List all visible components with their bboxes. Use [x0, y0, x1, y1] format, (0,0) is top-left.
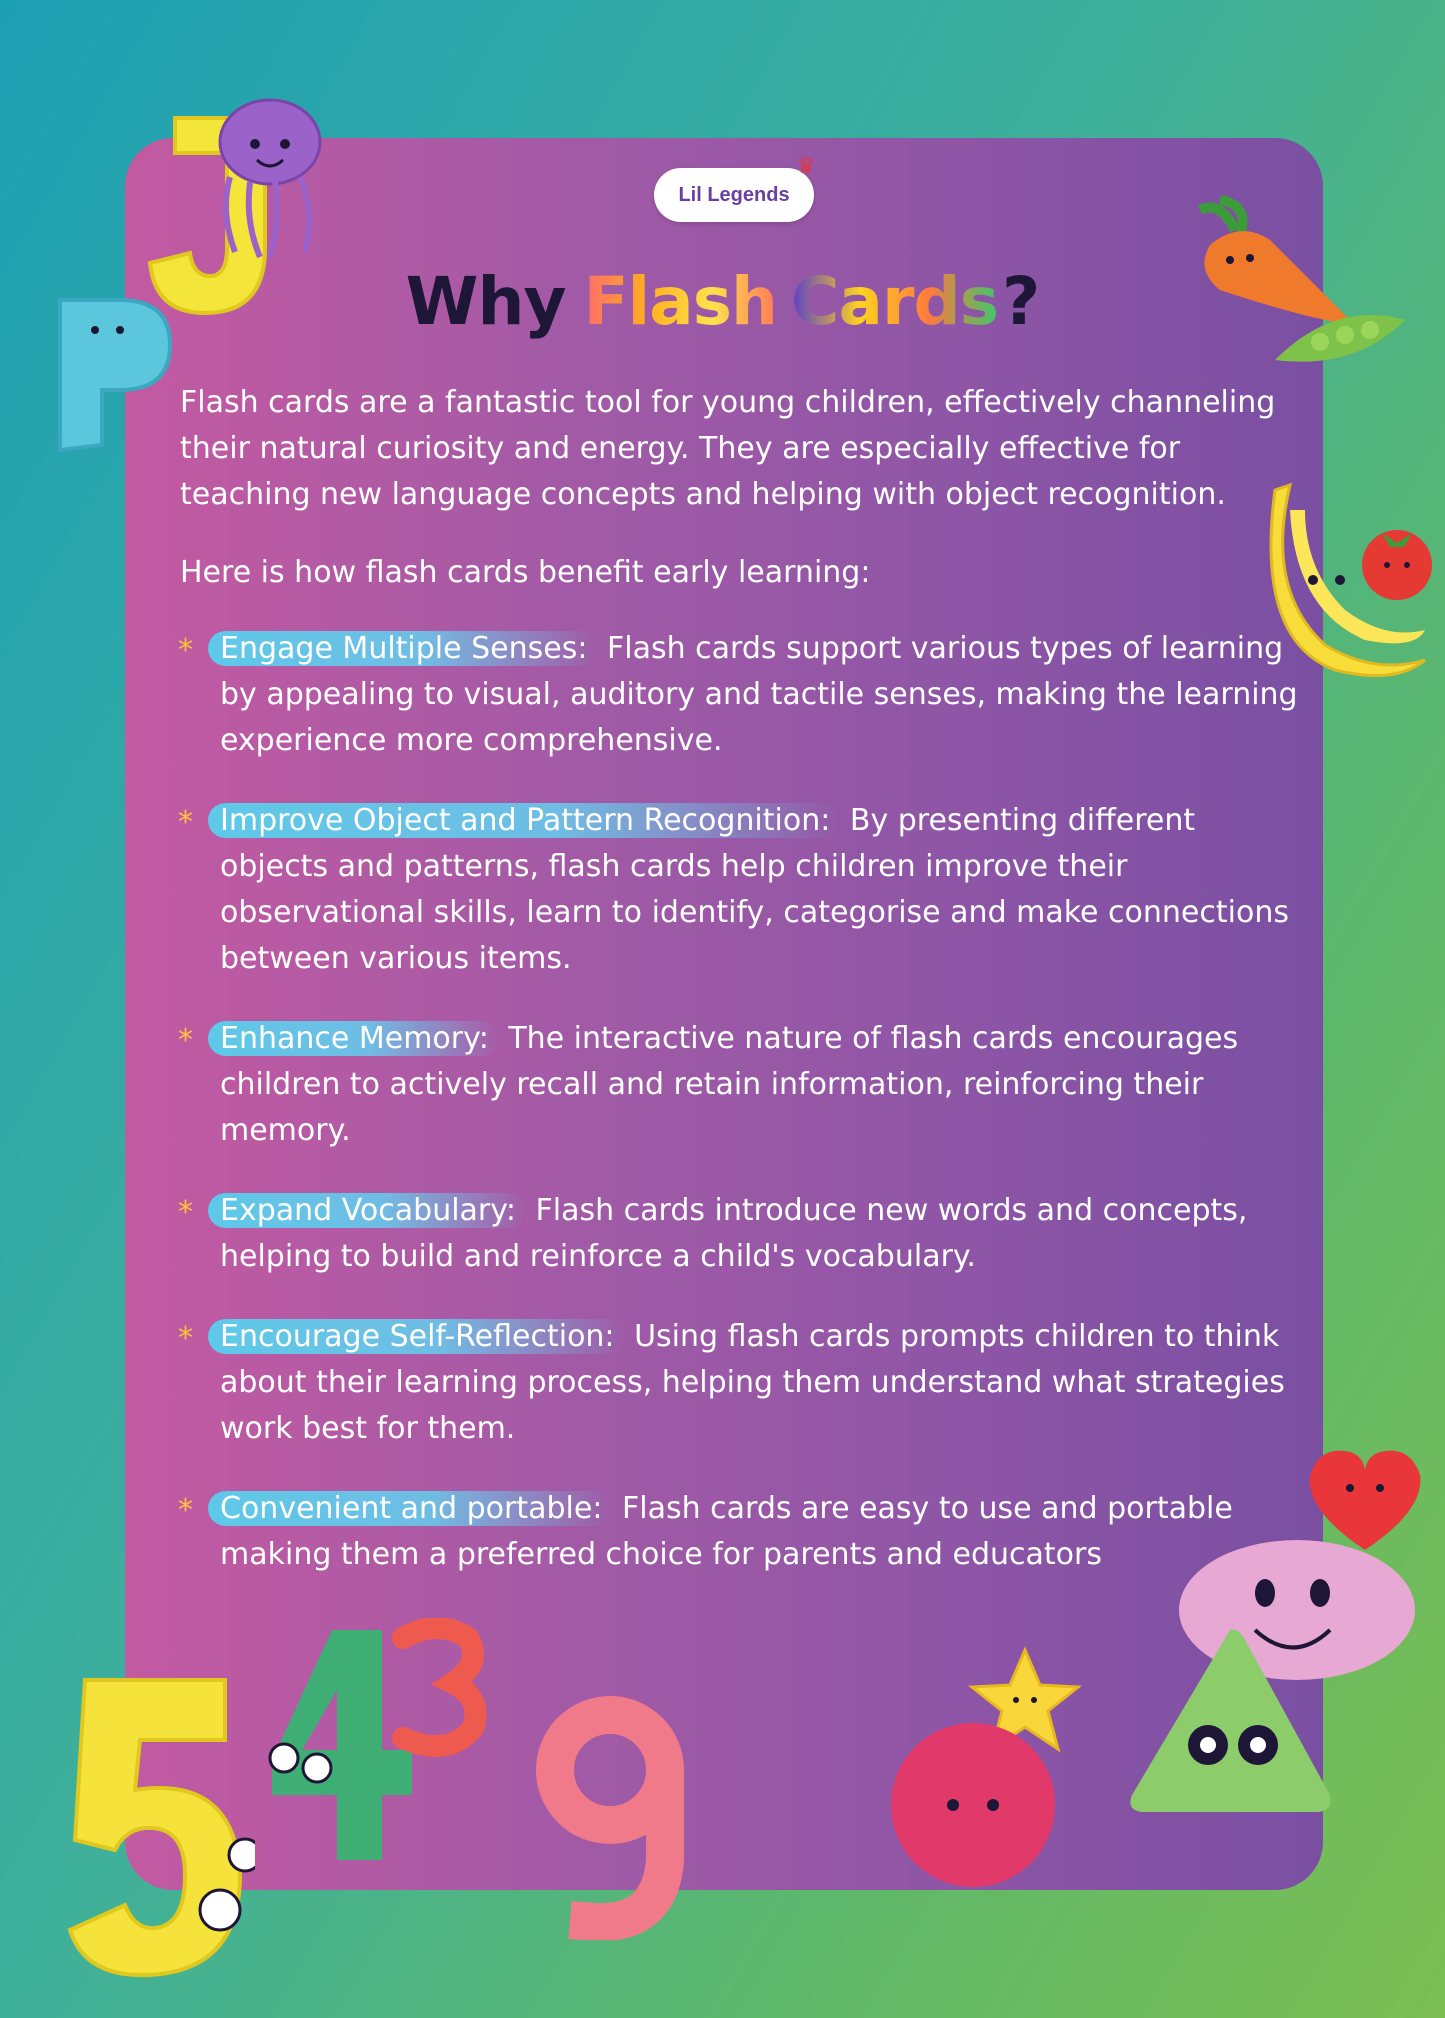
list-item [178, 1486, 1298, 1578]
bullet-text: Flash cards support various types of learning by appealing to visual, auditory and tactile senses, making the learning experience more comprehensive. [220, 631, 1298, 758]
bullet-text: Flash cards introduce new words and concepts, helping to build and reinforce a child's vocabulary. [220, 1193, 1248, 1274]
title-cards: Cards [790, 263, 999, 340]
bullet-text: Using flash cards prompts children to think about their learning process, helping them understand what strategies work best for them. [220, 1319, 1285, 1446]
asterisk-icon: * [178, 1195, 193, 1230]
benefits-list [178, 626, 1298, 1578]
bullet-heading: Improve Object and Pattern Recognition: [208, 803, 840, 838]
bullet-text: The interactive nature of flash cards encourages children to actively recall and retain information, reinforcing their memory. [220, 1021, 1239, 1148]
list-item [178, 626, 1298, 764]
asterisk-icon: * [178, 805, 193, 840]
bullet-heading: Enhance Memory: [208, 1021, 499, 1056]
triangle-icon [1120, 1620, 1340, 1820]
asterisk-icon: * [178, 1321, 193, 1356]
list-item [178, 1314, 1298, 1452]
bullet-text: By presenting different objects and patterns, flash cards help children improve their observational skills, learn to identify, categorise and make connections between various items. [220, 803, 1289, 976]
logo-text: Lil Legends [678, 183, 790, 206]
brand-logo [654, 154, 816, 222]
intro-paragraph: Flash cards are a fantastic tool for young children, effectively channeling their natural curiosity and energy. They are especially effective for teaching new language concepts and helping with object recognition. [180, 385, 1276, 512]
bullet-text: Flash cards are easy to use and portable making them a preferred choice for parents and educators [220, 1491, 1233, 1572]
title-flash: Flash [583, 263, 777, 340]
title-question-mark: ? [1002, 263, 1040, 340]
bullet-heading: Expand Vocabulary: [208, 1193, 526, 1228]
number-5-icon [55, 1600, 255, 1980]
page-title [0, 262, 1445, 342]
asterisk-icon: * [178, 633, 193, 668]
lead-sentence: Here is how flash cards benefit early learning: [180, 555, 871, 590]
bullet-heading: Convenient and portable: [208, 1491, 612, 1526]
number-3-icon [388, 1618, 488, 1758]
tomato-icon [1352, 515, 1442, 605]
asterisk-icon: * [178, 1493, 193, 1528]
bullet-heading: Engage Multiple Senses: [208, 631, 597, 666]
list-item [178, 1016, 1298, 1154]
title-why: Why [405, 263, 566, 340]
list-item [178, 798, 1298, 982]
crown-icon: ♛ [796, 154, 816, 179]
circle-icon [888, 1720, 1058, 1890]
bullet-heading: Encourage Self-Reflection: [208, 1319, 625, 1354]
jellyfish-icon [205, 92, 335, 262]
asterisk-icon: * [178, 1023, 193, 1058]
list-item [178, 1188, 1298, 1280]
number-9-icon [530, 1690, 700, 1940]
